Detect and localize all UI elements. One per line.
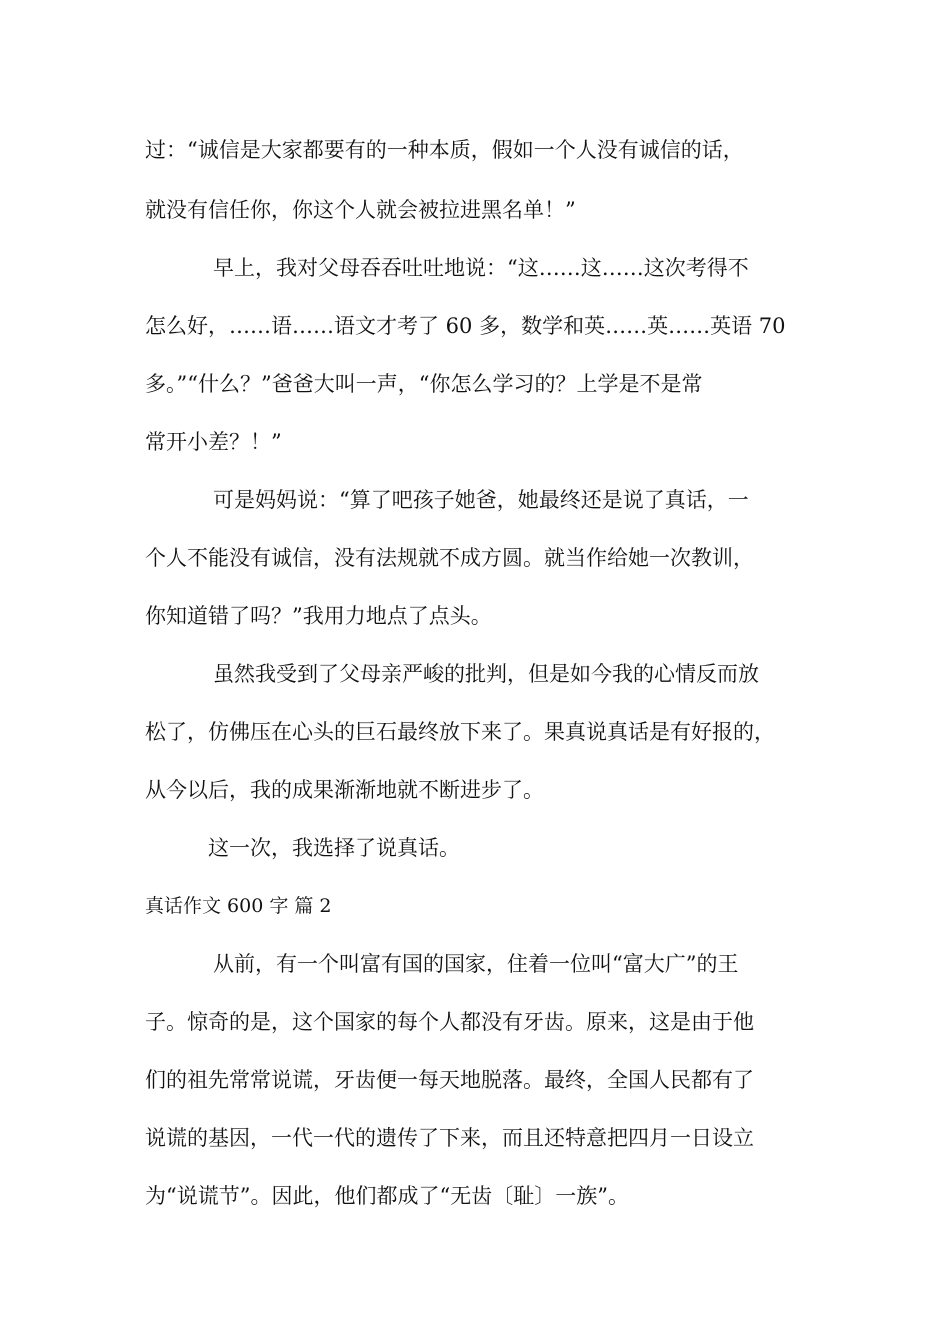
text-line: 早上，我对父母吞吞吐吐地说：“这……这……这次考得不 [213, 256, 749, 280]
text-line: 子。惊奇的是，这个国家的每个人都没有牙齿。原来，这是由于他 [145, 1010, 754, 1034]
section-heading: 真话作文 600 字 篇 2 [145, 895, 332, 917]
text-line: 从前，有一个叫富有国的国家，住着一位叫“富大广”的王 [213, 952, 739, 976]
text-line: 从今以后，我的成果渐渐地就不断进步了。 [145, 778, 544, 802]
text-line: 你知道错了吗？”我用力地点了点头。 [145, 604, 492, 628]
text-line: 过：“诚信是大家都要有的一种本质，假如一个人没有诚信的话， [145, 138, 744, 162]
text-line: 可是妈妈说：“算了吧孩子她爸，她最终还是说了真话，一 [213, 488, 749, 512]
text-line: 多。”“什么？”爸爸大叫一声，“你怎么学习的？上学是不是常 [145, 372, 703, 396]
text-line: 就没有信任你，你这个人就会被拉进黑名单！” [145, 198, 576, 222]
text-line: 个人不能没有诚信，没有法规就不成方圆。就当作给她一次教训， [145, 546, 754, 570]
text-line: 为“说谎节”。因此，他们都成了“无齿〔耻〕一族”。 [145, 1184, 629, 1208]
text-line: 松了，仿佛压在心头的巨石最终放下来了。果真说真话是有好报的， [145, 720, 775, 744]
text-line: 怎么好，……语……语文才考了 60 多，数学和英……英……英语 70 [145, 314, 786, 338]
text-line: 这一次，我选择了说真话。 [208, 836, 460, 860]
text-line: 们的祖先常常说谎，牙齿便一每天地脱落。最终，全国人民都有了 [145, 1068, 754, 1092]
text-line: 虽然我受到了父母亲严峻的批判，但是如今我的心情反而放 [213, 662, 759, 686]
text-line: 常开小差？！” [145, 430, 282, 454]
text-line: 说谎的基因，一代一代的遗传了下来，而且还特意把四月一日设立 [145, 1126, 754, 1150]
